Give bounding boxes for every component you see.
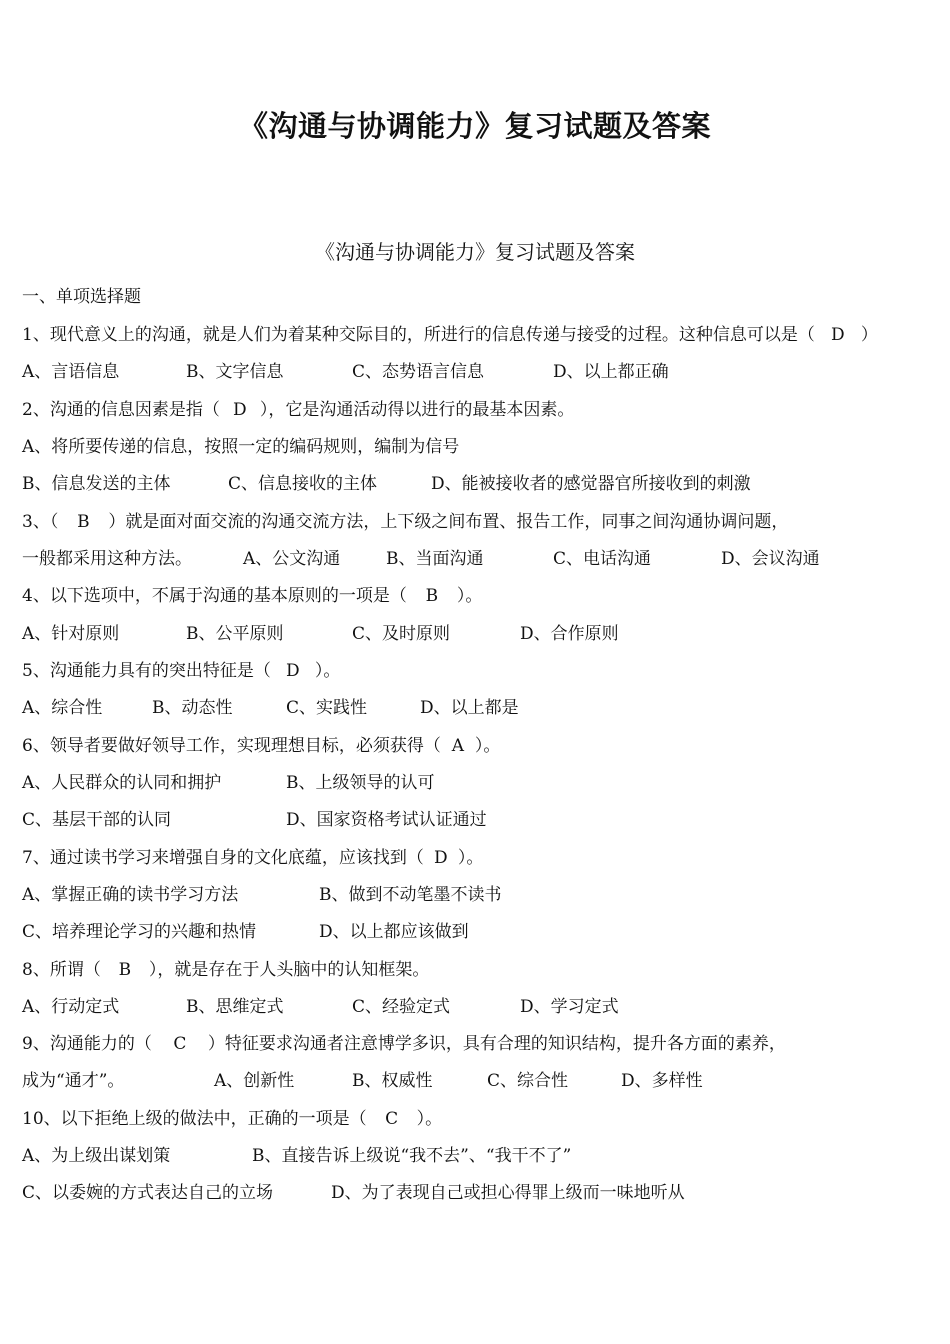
question-5-text-end: ）。 bbox=[314, 661, 341, 681]
question-6-text: 6、领导者要做好领导工作，实现理想目标，必须获得（ bbox=[22, 736, 441, 756]
question-8-text: 8、所谓（ bbox=[22, 960, 101, 980]
question-2-text: 2、沟通的信息因素是指（ bbox=[22, 400, 220, 420]
question-7-text-end: ）。 bbox=[457, 848, 484, 868]
q6-option-b: B、上级领导的认可 bbox=[286, 773, 435, 793]
q10-option-d: D、为了表现自己或担心得罪上级而一味地听从 bbox=[331, 1183, 685, 1203]
question-6-answer: A bbox=[451, 736, 464, 756]
question-10-text: 10、以下拒绝上级的做法中，正确的一项是（ bbox=[22, 1109, 367, 1129]
q4-option-c: C、及时原则 bbox=[352, 624, 451, 644]
q9-option-b: B、权威性 bbox=[352, 1071, 433, 1091]
q2-option-b: B、信息发送的主体 bbox=[22, 474, 171, 494]
question-7 bbox=[22, 843, 483, 868]
question-4-text-end: ）。 bbox=[456, 586, 483, 606]
question-9-text: 9、沟通能力的（ bbox=[22, 1034, 152, 1054]
q1-option-b: B、文字信息 bbox=[186, 362, 284, 382]
q7-option-d: D、以上都应该做到 bbox=[319, 922, 469, 942]
q9-option-c: C、综合性 bbox=[487, 1071, 569, 1091]
question-10-answer: C bbox=[385, 1109, 399, 1129]
q2-option-d: D、能被接收者的感觉器官所接收到的刺激 bbox=[431, 474, 751, 494]
q5-option-a: A、综合性 bbox=[22, 698, 103, 718]
question-8 bbox=[22, 955, 429, 980]
question-4-text: 4、以下选项中，不属于沟通的基本原则的一项是（ bbox=[22, 586, 407, 606]
q3-option-c: C、电话沟通 bbox=[553, 549, 652, 569]
q9-option-d: D、多样性 bbox=[621, 1071, 703, 1091]
q7-option-c: C、培养理论学习的兴趣和热情 bbox=[22, 922, 257, 942]
q10-option-c: C、以委婉的方式表达自己的立场 bbox=[22, 1183, 274, 1203]
question-2-text-end: ），它是沟通活动得以进行的最基本因素。 bbox=[259, 400, 575, 420]
q7-option-a: A、掌握正确的读书学习方法 bbox=[22, 885, 239, 905]
question-5 bbox=[22, 656, 340, 681]
q8-option-a: A、行动定式 bbox=[22, 997, 120, 1017]
question-3-text: 3、（ bbox=[22, 512, 59, 532]
q4-option-b: B、公平原则 bbox=[186, 624, 284, 644]
document-subtitle: 《沟通与协调能力》复习试题及答案 bbox=[315, 240, 635, 264]
q9-option-a: A、创新性 bbox=[214, 1071, 295, 1091]
question-2 bbox=[22, 395, 574, 420]
question-3-line-2: 一般都采用这种方法。 bbox=[22, 549, 192, 569]
q3-option-b: B、当面沟通 bbox=[386, 549, 484, 569]
question-9 bbox=[22, 1029, 786, 1054]
question-2-answer: D bbox=[233, 400, 247, 420]
question-8-answer: B bbox=[118, 960, 132, 980]
q2-option-a: A、将所要传递的信息，按照一定的编码规则，编制为信号 bbox=[22, 437, 460, 457]
question-10 bbox=[22, 1104, 442, 1129]
q6-option-a: A、人民群众的认同和拥护 bbox=[22, 773, 222, 793]
question-1 bbox=[22, 320, 878, 345]
q7-option-b: B、做到不动笔墨不读书 bbox=[319, 885, 502, 905]
question-4-answer: B bbox=[425, 586, 439, 606]
question-5-answer: D bbox=[286, 661, 300, 681]
q5-option-b: B、动态性 bbox=[152, 698, 233, 718]
q3-option-a: A、公文沟通 bbox=[243, 549, 341, 569]
question-1-answer: D bbox=[831, 325, 845, 345]
q8-option-d: D、学习定式 bbox=[520, 997, 619, 1017]
question-8-text-end: ），就是存在于人头脑中的认知框架。 bbox=[148, 960, 430, 980]
q4-option-d: D、合作原则 bbox=[520, 624, 619, 644]
question-9-text-end: ）特征要求沟通者注意博学多识，具有合理的知识结构，提升各方面的素养， bbox=[207, 1034, 786, 1054]
question-10-text-end: ）。 bbox=[416, 1109, 443, 1129]
question-3 bbox=[22, 507, 788, 532]
q8-option-b: B、思维定式 bbox=[186, 997, 284, 1017]
q5-option-d: D、以上都是 bbox=[420, 698, 519, 718]
question-9-line-2: 成为“通才”。 bbox=[22, 1071, 125, 1091]
q3-option-d: D、会议沟通 bbox=[721, 549, 820, 569]
q6-option-c: C、基层干部的认同 bbox=[22, 810, 172, 830]
q6-option-d: D、国家资格考试认证通过 bbox=[286, 810, 487, 830]
question-6-text-end: ）。 bbox=[474, 736, 501, 756]
question-1-text: 1、现代意义上的沟通，就是人们为着某种交际目的，所进行的信息传递与接受的过程。这种信息可以是（ bbox=[22, 325, 815, 345]
question-5-text: 5、沟通能力具有的突出特征是（ bbox=[22, 661, 271, 681]
q2-option-c: C、信息接收的主体 bbox=[228, 474, 378, 494]
q4-option-a: A、针对原则 bbox=[22, 624, 120, 644]
question-7-text: 7、通过读书学习来增强自身的文化底蕴，应该找到（ bbox=[22, 848, 424, 868]
question-7-answer: D bbox=[434, 848, 448, 868]
q1-option-d: D、以上都正确 bbox=[553, 362, 669, 382]
section-heading: 一、单项选择题 bbox=[22, 287, 141, 307]
document-title: 《沟通与协调能力》复习试题及答案 bbox=[238, 109, 711, 143]
q5-option-c: C、实践性 bbox=[286, 698, 368, 718]
q10-option-b: B、直接告诉上级说“我不去”、“我干不了” bbox=[252, 1146, 572, 1166]
q1-option-a: A、言语信息 bbox=[22, 362, 120, 382]
q10-option-a: A、为上级出谋划策 bbox=[22, 1146, 171, 1166]
q1-option-c: C、态势语言信息 bbox=[352, 362, 485, 382]
question-6 bbox=[22, 731, 500, 756]
question-1-close: ） bbox=[860, 325, 878, 345]
question-3-answer: B bbox=[77, 512, 90, 532]
question-4 bbox=[22, 581, 482, 606]
question-3-text-end: ）就是面对面交流的沟通交流方法，上下级之间布置、报告工作，同事之间沟通协调问题， bbox=[108, 512, 789, 532]
q8-option-c: C、经验定式 bbox=[352, 997, 451, 1017]
question-9-answer: C bbox=[173, 1034, 187, 1054]
